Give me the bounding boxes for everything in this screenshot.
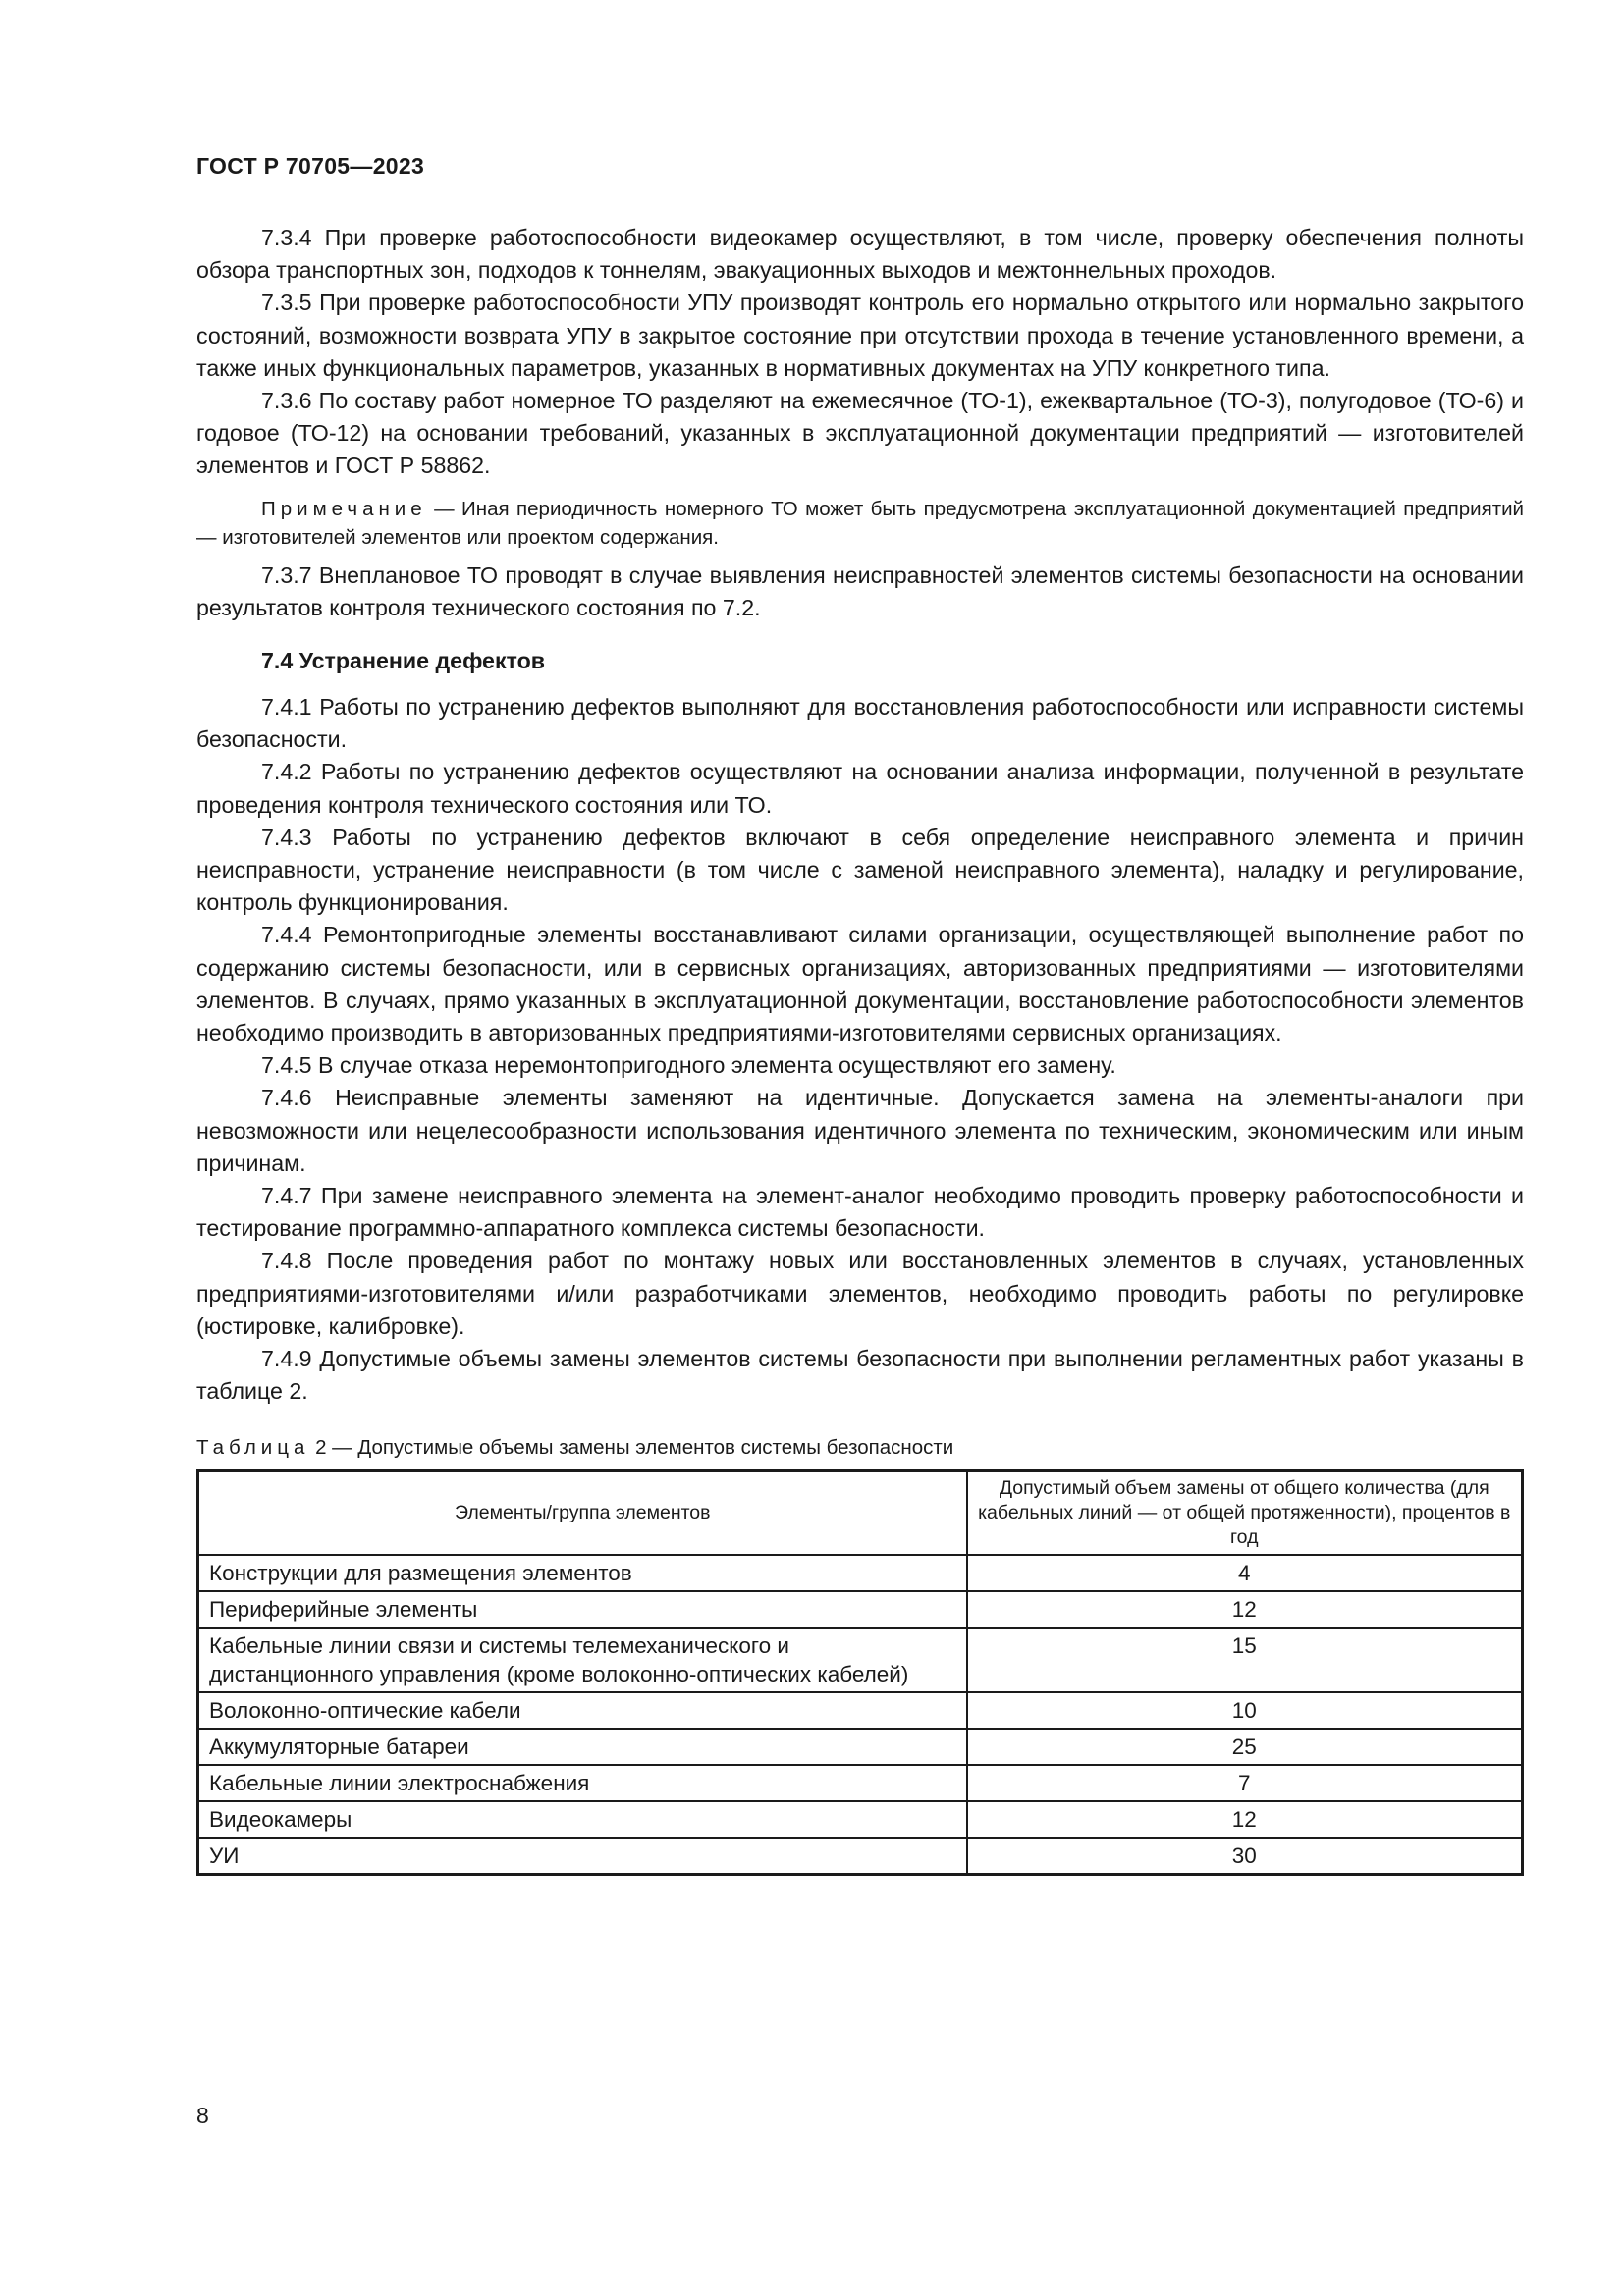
element-cell: Аккумуляторные батареи xyxy=(198,1729,967,1765)
table-row xyxy=(198,1729,1523,1765)
paragraph-7-4-6: 7.4.6 Неисправные элементы заменяют на идентичные. Допускается замена на элементы-аналоги при невозможности или нецелесообразности использования идентичного элемента по техническим, экономическим или иным причинам. xyxy=(196,1085,1524,1176)
element-cell: Периферийные элементы xyxy=(198,1591,967,1628)
page-content xyxy=(196,222,1524,1876)
element-cell: Волоконно-оптические кабели xyxy=(198,1692,967,1729)
note-label: Примечание xyxy=(261,497,427,520)
value-cell: 4 xyxy=(967,1555,1523,1591)
value-cell: 12 xyxy=(967,1591,1523,1628)
paragraph-7-4-4: 7.4.4 Ремонтопригодные элементы восстанавливают силами организации, осуществляющей выполнение работ по содержанию системы безопасности, или в сервисных организациях, авторизованных предприятиями — изготовителями элементов. В случаях, прямо указанных в эксплуатационной документации, восстановление работоспособности элементов необходимо производить в авторизованных предприятиями-изготовителями сервисных организациях. xyxy=(196,922,1524,1046)
section-title-7-4: 7.4 Устранение дефектов xyxy=(261,648,546,674)
value-cell: 10 xyxy=(967,1692,1523,1729)
document-header: ГОСТ Р 70705—2023 xyxy=(196,153,425,179)
table-row xyxy=(198,1692,1523,1729)
table-header-row xyxy=(198,1470,1523,1555)
table-row xyxy=(198,1801,1523,1838)
paragraph-7-3-5: 7.3.5 При проверке работоспособности УПУ производят контроль его нормально открытого или нормально закрытого состояний, возможности возврата УПУ в закрытое состояние при отсутствии прохода в течение установленного времени, а также иных функциональных параметров, указанных в нормативных документах на УПУ конкретного типа. xyxy=(196,290,1524,381)
value-cell: 7 xyxy=(967,1765,1523,1801)
element-cell: Видеокамеры xyxy=(198,1801,967,1838)
table-row xyxy=(198,1838,1523,1875)
table-row xyxy=(198,1765,1523,1801)
note-text: — Иная периодичность номерного ТО может быть предусмотрена эксплуатационной документацией предприятий — изготовителей элементов или проектом содержания. xyxy=(196,497,1524,549)
paragraph-7-4-9: 7.4.9 Допустимые объемы замены элементов системы безопасности при выполнении регламентных работ указаны в таблице 2. xyxy=(196,1346,1524,1405)
element-cell: УИ xyxy=(198,1838,967,1875)
value-cell: 30 xyxy=(967,1838,1523,1875)
table-row xyxy=(198,1628,1523,1692)
table-caption xyxy=(196,1434,1524,1462)
paragraph-7-4-8: 7.4.8 После проведения работ по монтажу новых или восстановленных элементов в случаях, установленных предприятиями-изготовителями и/или разработчиками элементов, необходимо проводить работы по регулировке (юстировке, калибровке). xyxy=(196,1248,1524,1339)
page-number: 8 xyxy=(196,2103,209,2128)
paragraph-7-4-7: 7.4.7 При замене неисправного элемента на элемент-аналог необходимо проводить проверку работоспособности и тестирование программно-аппаратного комплекса системы безопасности. xyxy=(196,1183,1524,1242)
value-cell: 25 xyxy=(967,1729,1523,1765)
paragraph-7-4-1: 7.4.1 Работы по устранению дефектов выполняют для восстановления работоспособности или исправности системы безопасности. xyxy=(196,694,1524,753)
column-header-volume: Допустимый объем замены от общего количества (для кабельных линий — от общей протяженности), процентов в год xyxy=(967,1470,1523,1555)
table-row xyxy=(198,1555,1523,1591)
table-row xyxy=(198,1591,1523,1628)
paragraph-7-3-6: 7.3.6 По составу работ номерное ТО разделяют на ежемесячное (ТО-1), ежеквартальное (ТО-3), полугодовое (ТО-6) и годовое (ТО-12) на основании требований, указанных в эксплуатационной документации предприятий — изготовителей элементов и ГОСТ Р 58862. xyxy=(196,388,1524,479)
table-caption-label: Таблица xyxy=(196,1435,310,1459)
paragraph-7-3-4: 7.3.4 При проверке работоспособности видеокамер осуществляют, в том числе, проверку обеспечения полноты обзора транспортных зон, подходов к тоннелям, эвакуационных выходов и межтоннельных проходов. xyxy=(196,225,1524,284)
paragraph-7-4-3: 7.4.3 Работы по устранению дефектов включают в себя определение неисправного элемента и причин неисправности, устранение неисправности (в том числе с заменой неисправного элемента), наладку и регулирование, контроль функционирования. xyxy=(196,824,1524,916)
paragraph-7-3-7: 7.3.7 Внеплановое ТО проводят в случае выявления неисправностей элементов системы безопасности на основании результатов контроля технического состояния по 7.2. xyxy=(196,561,1524,620)
table-caption-text: 2 — Допустимые объемы замены элементов системы безопасности xyxy=(309,1435,954,1459)
element-cell: Конструкции для размещения элементов xyxy=(198,1555,967,1591)
paragraph-7-4-2: 7.4.2 Работы по устранению дефектов осуществляют на основании анализа информации, полученной в результате проведения контроля технического состояния или ТО. xyxy=(196,759,1524,818)
element-cell: Кабельные линии электроснабжения xyxy=(198,1765,967,1801)
paragraph-7-4-5: 7.4.5 В случае отказа неремонтопригодного элемента осуществляют его замену. xyxy=(261,1052,1116,1079)
value-cell: 15 xyxy=(967,1628,1523,1692)
value-cell: 12 xyxy=(967,1801,1523,1838)
element-cell: Кабельные линии связи и системы телемеханического и дистанционного управления (кроме волоконно-оптических кабелей) xyxy=(198,1628,967,1692)
column-header-elements: Элементы/группа элементов xyxy=(198,1470,967,1555)
note xyxy=(196,495,1524,552)
replacement-table xyxy=(196,1469,1524,1876)
